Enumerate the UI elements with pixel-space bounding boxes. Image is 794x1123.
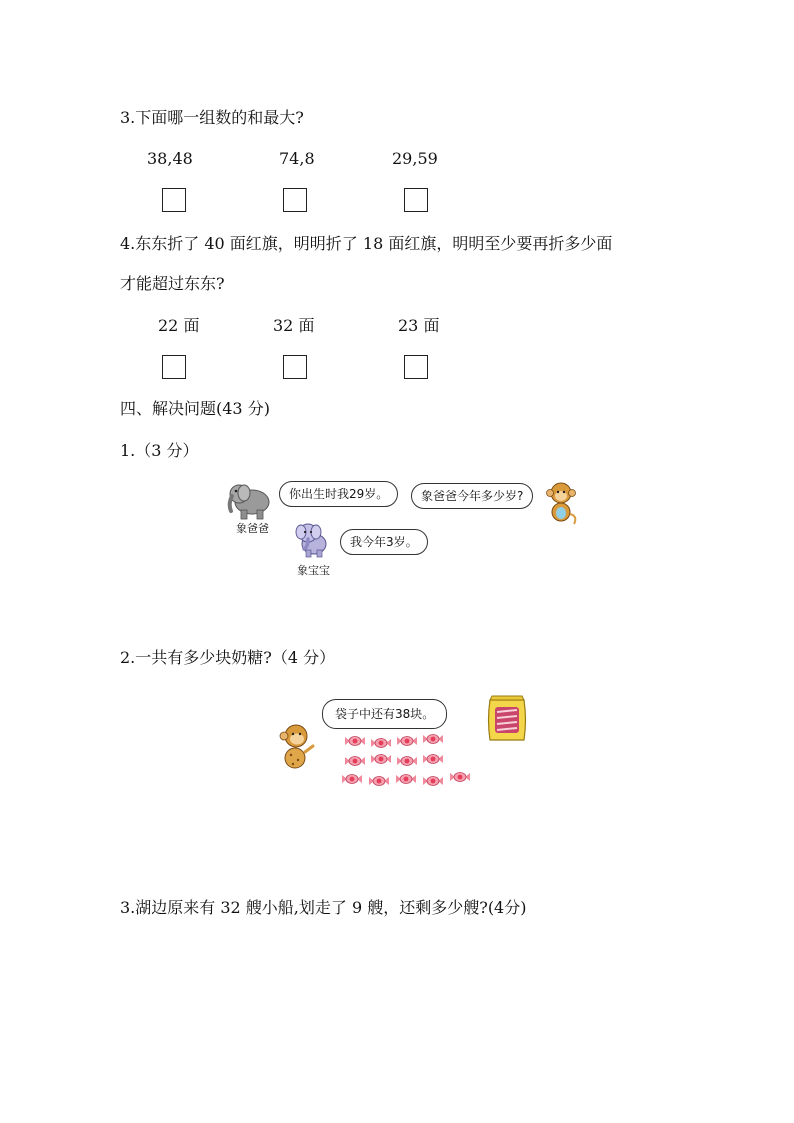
q4-option-b-checkbox[interactable]	[283, 355, 307, 379]
q4-text-line2: 才能超过东东?	[120, 274, 225, 293]
candy-bag-icon	[484, 690, 530, 744]
candy-icon	[394, 772, 418, 786]
candy-icon	[395, 754, 419, 768]
q4-option-c-checkbox[interactable]	[404, 355, 428, 379]
elephant-baby-icon	[292, 519, 332, 559]
q3-option-a-label: 38,48	[147, 149, 193, 168]
candy-icon	[421, 752, 445, 766]
q3-option-c-label: 29,59	[392, 149, 438, 168]
q4-option-c-label: 23 面	[398, 316, 440, 335]
monkey-icon	[276, 722, 316, 772]
q4-option-a-label: 22 面	[158, 316, 200, 335]
q3-text: 3.下面哪一组数的和最大?	[120, 108, 304, 127]
q3-option-b-checkbox[interactable]	[283, 188, 307, 212]
q3-option-a-checkbox[interactable]	[162, 188, 186, 212]
candy-icon	[421, 774, 445, 788]
candy-group	[340, 732, 480, 792]
bubble-candy	[322, 699, 447, 729]
bubble-candy-text: 袋子中还有38块。	[335, 707, 435, 721]
candy-icon	[367, 774, 391, 788]
q3-option-c-checkbox[interactable]	[404, 188, 428, 212]
problem2-label: 2.一共有多少块奶糖?（4 分）	[120, 648, 336, 667]
q4-option-b-label: 32 面	[273, 316, 315, 335]
candy-icon	[421, 732, 445, 746]
candy-icon	[369, 736, 393, 750]
candy-icon	[340, 772, 364, 786]
elephant-baby-caption: 象宝宝	[297, 564, 330, 577]
q4-text-line1: 4.东东折了 40 面红旗，明明折了 18 面红旗，明明至少要再折多少面	[120, 234, 613, 253]
candy-icon	[395, 734, 419, 748]
candy-icon	[343, 754, 367, 768]
bubble-father	[279, 481, 398, 507]
q4-option-a-checkbox[interactable]	[162, 355, 186, 379]
problem3-label: 3.湖边原来有 32 艘小船,划走了 9 艘，还剩多少艘?(4分)	[120, 898, 527, 917]
q3-option-b-label: 74,8	[279, 149, 315, 168]
elephant-father-icon	[226, 480, 274, 520]
bubble-baby-text: 我今年3岁。	[350, 535, 418, 549]
candy-icon	[448, 770, 472, 784]
section-heading: 四、解决问题(43 分)	[120, 399, 270, 418]
elephant-father-caption: 象爸爸	[236, 522, 269, 535]
bubble-monkey-text: 象爸爸今年多少岁?	[421, 489, 524, 503]
problem1-label: 1.（3 分）	[120, 441, 199, 460]
candy-icon	[343, 734, 367, 748]
monkey-icon	[543, 480, 579, 526]
bubble-monkey	[411, 483, 533, 509]
bubble-father-text: 你出生时我29岁。	[289, 487, 389, 501]
bubble-baby	[340, 529, 428, 555]
candy-icon	[369, 752, 393, 766]
